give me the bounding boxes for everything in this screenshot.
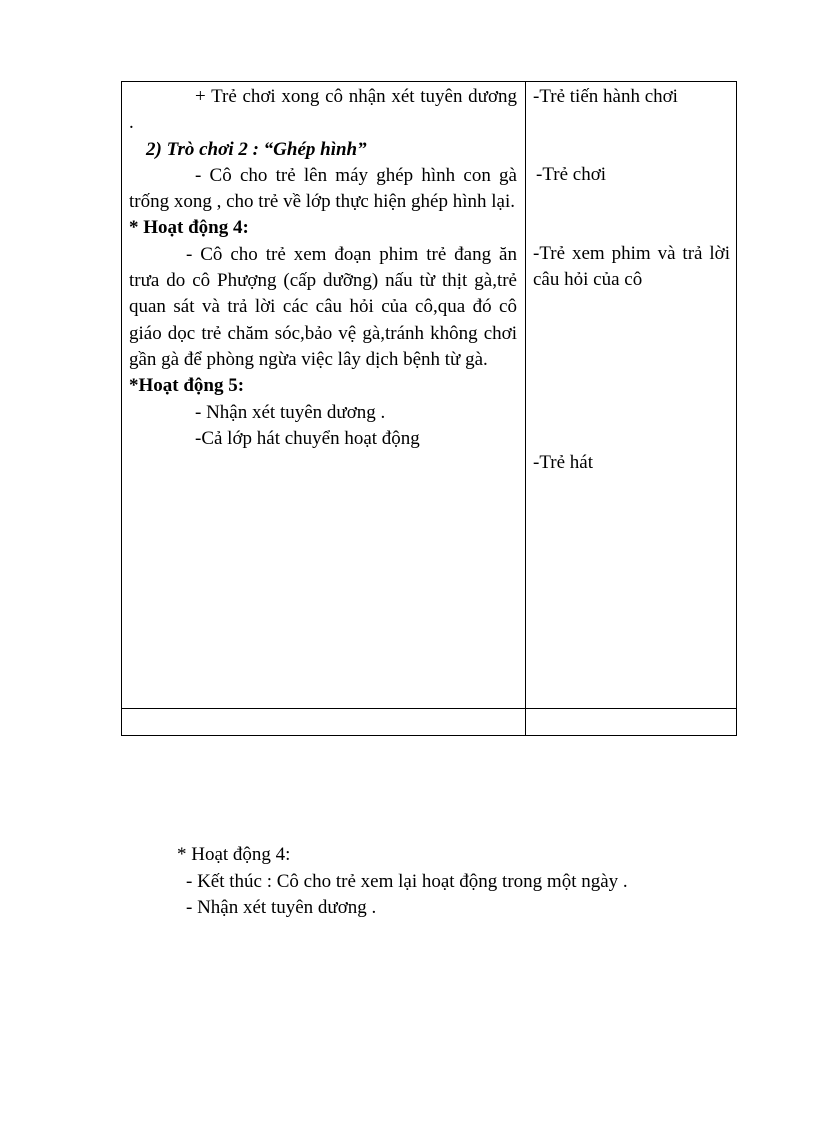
closing-line-1: - Kết thúc : Cô cho trẻ xem lại hoạt động trong một ngày . bbox=[186, 870, 628, 892]
closing-line-2: - Nhận xét tuyên dương . bbox=[186, 897, 377, 918]
child-activity-cell bbox=[526, 82, 737, 709]
game2-title: 2) Trò chơi 2 : “Ghép hình” bbox=[146, 138, 367, 160]
activity-table bbox=[121, 81, 737, 736]
activity5-line1: - Nhận xét tuyên dương . bbox=[195, 401, 386, 423]
game2-text: - Cô cho trẻ lên máy ghép hình con gà trống xong , cho trẻ về lớp thực hiện ghép hình lại. bbox=[129, 164, 517, 213]
activity5-title: *Hoạt động 5: bbox=[129, 375, 245, 397]
teacher-activity-cell bbox=[122, 82, 526, 709]
game1-conclusion: + Trẻ chơi xong cô nhận xét tuyên dương . bbox=[129, 86, 517, 134]
closing-section bbox=[177, 842, 628, 922]
child-response-4: -Trẻ hát bbox=[533, 452, 593, 474]
empty-cell bbox=[526, 709, 737, 736]
child-response-3: -Trẻ xem phim và trả lời câu hỏi của cô bbox=[533, 242, 730, 290]
table-row bbox=[122, 709, 737, 736]
activity5-line2: -Cả lớp hát chuyển hoạt động bbox=[195, 427, 420, 449]
empty-cell bbox=[122, 709, 526, 736]
table-row bbox=[122, 82, 737, 709]
closing-title: * Hoạt động 4: bbox=[177, 844, 291, 865]
child-response-1: -Trẻ tiến hành chơi bbox=[533, 86, 678, 107]
activity4-text: - Cô cho trẻ xem đoạn phim trẻ đang ăn trưa do cô Phượng (cấp dưỡng) nấu từ thịt gà,trẻ quan sát và trả lời các câu hỏi của cô,qua đó cô giáo dọc trẻ chăm sóc,bảo vệ gà,tránh không chơi gần gà để phòng ngừa việc lây dịch bệnh từ gà. bbox=[129, 243, 517, 370]
activity4-title: * Hoạt động 4: bbox=[129, 217, 249, 239]
child-response-2: -Trẻ chơi bbox=[536, 164, 607, 186]
